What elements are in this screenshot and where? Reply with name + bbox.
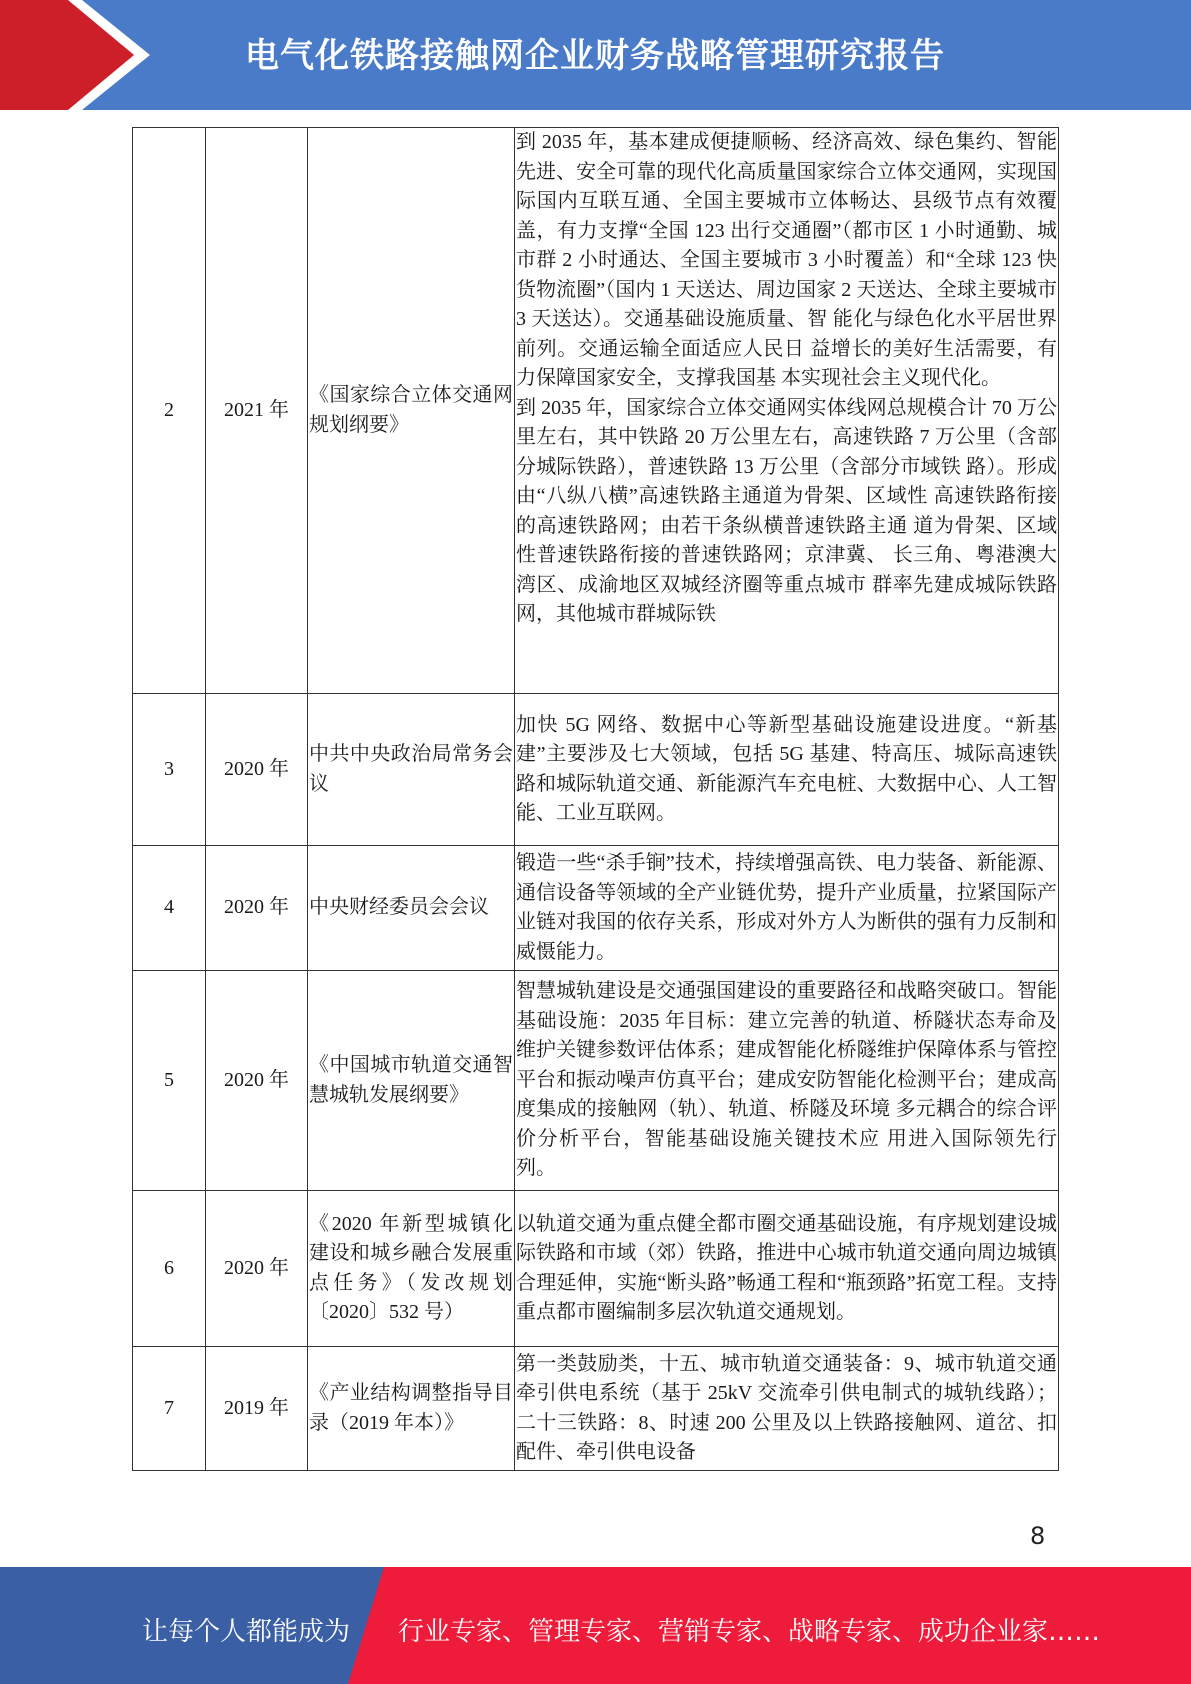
- row-number: 3: [133, 694, 206, 846]
- table-row: [133, 1347, 1059, 1471]
- page-number: 8: [1030, 1522, 1046, 1550]
- row-description: 智慧城轨建设是交通强国建设的重要路径和战略突破口。智能基础设施：2035 年目标：建立完善的轨道、桥隧状态寿命及维护关键参数评估体系；建成智能化桥隧维护保障体系与管控平台和振动噪声仿真平台；建成安防智能化检测平台；建成高度集成的接触网（轨）、轨道、桥隧及环境 多元耦合的综合评价分析平台，智能基础设施关键技术应 用进入国际领先行列。: [515, 971, 1059, 1191]
- description-paragraph: 到 2035 年，基本建成便捷顺畅、经济高效、绿色集约、智能先进、安全可靠的现代化高质量国家综合立体交通网，实现国际国内互联互通、全国主要城市立体畅达、县级节点有效覆盖，有力支撑“全国 123 出行交通圈”（都市区 1 小时通勤、城市群 2 小时通达、全国主要城市 3 小时覆盖）和“全球 123 快货物流圈”（国内 1 天送达、周边国家 2 天送达、全球主要城市 3 天送达）。交通基础设施质量、智 能化与绿色化水平居世界前列。交通运输全面适应人民日 益增长的美好生活需要，有力保障国家安全，支撑我国基 本实现社会主义现代化。: [516, 131, 1057, 389]
- row-number: 4: [133, 846, 206, 971]
- table-row: [133, 971, 1059, 1191]
- table-row: [133, 846, 1059, 971]
- row-policy-name: 《国家综合立体交通网规划纲要》: [308, 128, 515, 694]
- row-number: 5: [133, 971, 206, 1191]
- table-row: [133, 1191, 1059, 1347]
- row-year: 2021 年: [206, 128, 308, 694]
- row-year: 2020 年: [206, 1191, 308, 1347]
- footer-slogan-right: 行业专家、管理专家、营销专家、战略专家、成功企业家……: [398, 1617, 1101, 1647]
- row-number: 2: [133, 128, 206, 694]
- table-row: [133, 128, 1059, 694]
- row-number: 6: [133, 1191, 206, 1347]
- row-year: 2020 年: [206, 846, 308, 971]
- row-policy-name: 中央财经委员会会议: [308, 846, 515, 971]
- row-year: 2019 年: [206, 1347, 308, 1471]
- page-footer: [0, 1567, 1191, 1684]
- row-policy-name: 《中国城市轨道交通智慧城轨发展纲要》: [308, 971, 515, 1191]
- row-year: 2020 年: [206, 971, 308, 1191]
- footer-slogan-left: 让每个人都能成为: [142, 1617, 351, 1647]
- row-policy-name: 《2020 年新型城镇化建设和城乡融合发展重点任务》（发改规划〔2020〕532 号）: [308, 1191, 515, 1347]
- row-policy-name: 《产业结构调整指导目录（2019 年本）》: [308, 1347, 515, 1471]
- row-description: 加快 5G 网络、数据中心等新型基础设施建设进度。“新基建”主要涉及七大领域，包括 5G 基建、特高压、城际高速铁路和城际轨道交通、新能源汽车充电桩、大数据中心、人工智能、工业互联网。: [515, 694, 1059, 846]
- description-paragraph: 到 2035 年，国家综合立体交通网实体线网总规模合计 70 万公里左右，其中铁路 20 万公里左右，高速铁路 7 万公里（含部分城际铁路），普速铁路 13 万公里（含部分市域铁 路）。形成由“八纵八横”高速铁路主通道为骨架、区域性 高速铁路衔接的高速铁路网；由若干条纵横普速铁路主通 道为骨架、区域性普速铁路衔接的普速铁路网；京津冀、 长三角、粤港澳大湾区、成渝地区双城经济圈等重点城市 群率先建成城际铁路网，其他城市群城际铁: [516, 396, 1057, 625]
- row-description: 以轨道交通为重点健全都市圈交通基础设施，有序规划建设城际铁路和市域（郊）铁路，推进中心城市轨道交通向周边城镇合理延伸，实施“断头路”畅通工程和“瓶颈路”拓宽工程。支持重点都市圈编制多层次轨道交通规划。: [515, 1191, 1059, 1347]
- report-title: 电气化铁路接触网企业财务战略管理研究报告: [245, 36, 945, 76]
- row-year: 2020 年: [206, 694, 308, 846]
- row-description: [515, 128, 1059, 694]
- row-policy-name: 中共中央政治局常务会议: [308, 694, 515, 846]
- policy-table: [132, 127, 1059, 1471]
- row-description: 第一类鼓励类，十五、城市轨道交通装备：9、城市轨道交通牵引供电系统（基于 25kV 交流牵引供电制式的城轨线路）；二十三铁路：8、时速 200 公里及以上铁路接触网、道岔、扣配件、牵引供电设备: [515, 1347, 1059, 1471]
- table-row: [133, 694, 1059, 846]
- row-number: 7: [133, 1347, 206, 1471]
- page-header: [0, 0, 1191, 110]
- row-description: 锻造一些“杀手锏”技术，持续增强高铁、电力装备、新能源、通信设备等领域的全产业链优势，提升产业质量，拉紧国际产业链对我国的依存关系，形成对外方人为断供的强有力反制和威慑能力。: [515, 846, 1059, 971]
